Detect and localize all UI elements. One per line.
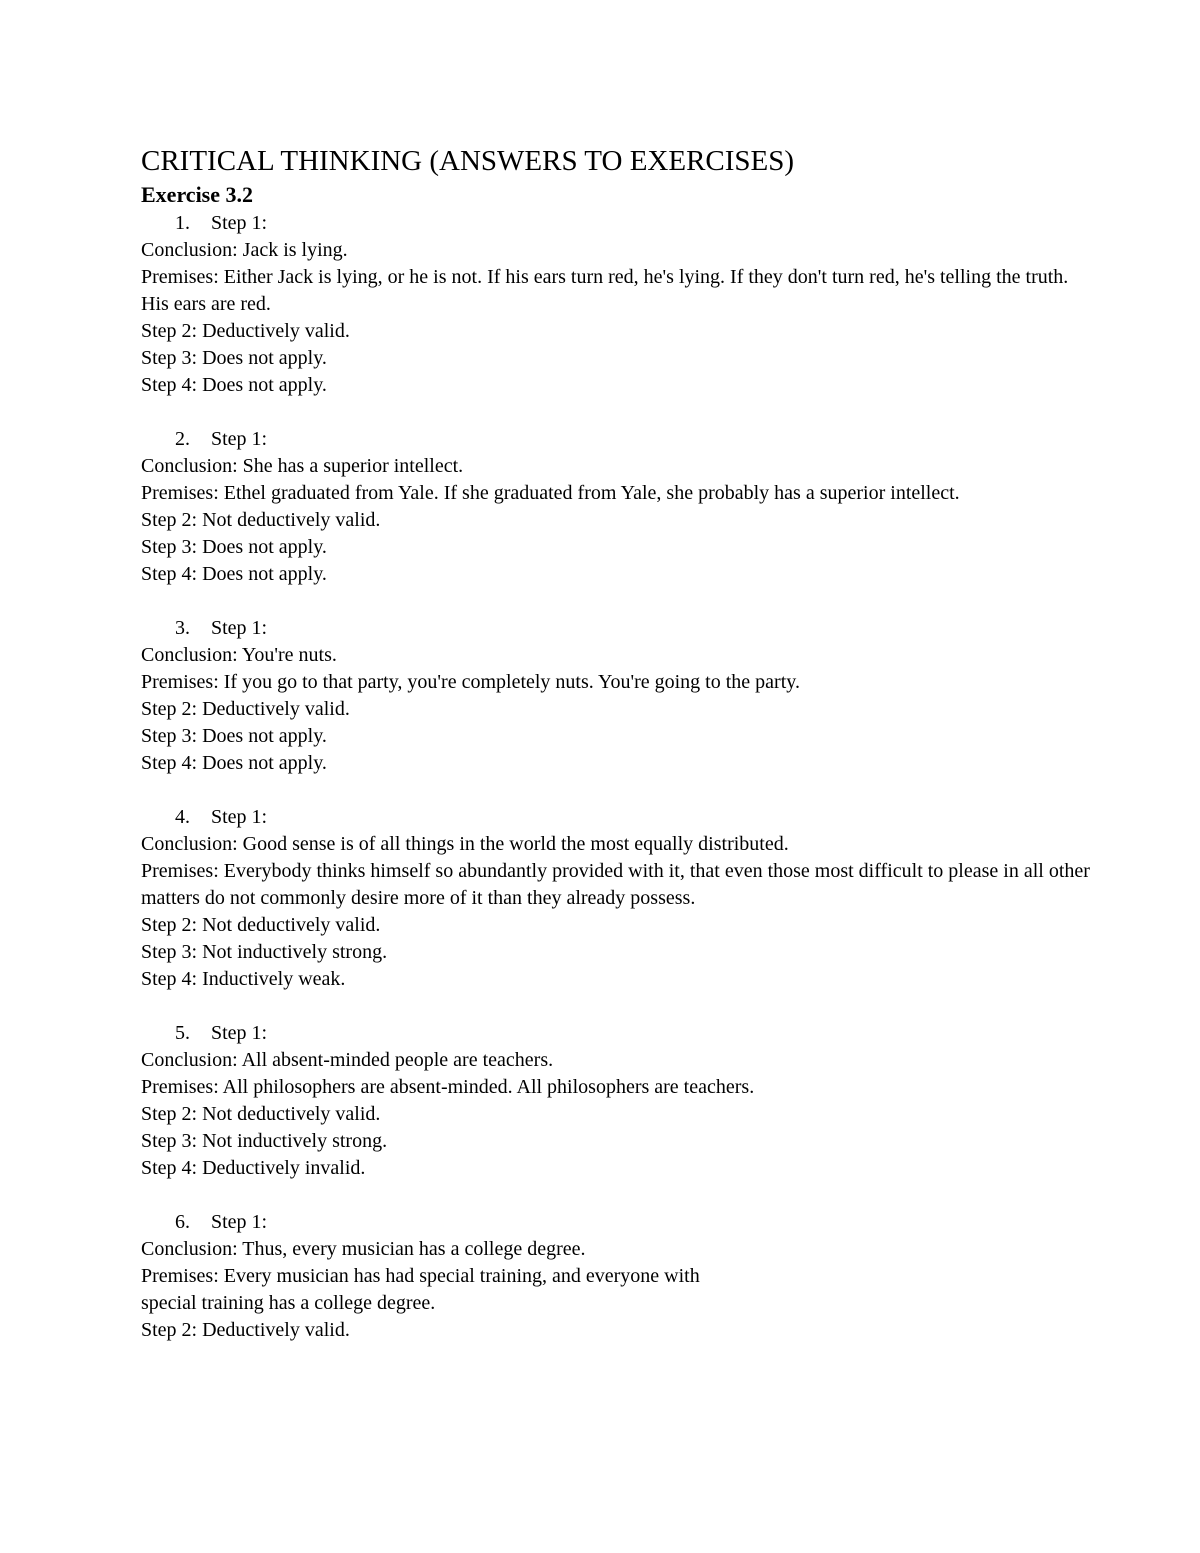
step1-line [141, 615, 1101, 642]
step1-line [141, 804, 1101, 831]
premises: Premises: Either Jack is lying, or he is not. If his ears turn red, he's lying. If they don't turn red, he's telling the truth. His ears are red. [141, 266, 1069, 315]
document-title: CRITICAL THINKING (ANSWERS TO EXERCISES) [141, 145, 795, 177]
premises: Premises: All philosophers are absent-minded. All philosophers are teachers. [141, 1076, 755, 1098]
step4: Step 4: Does not apply. [141, 752, 327, 774]
step1-label: Step 1: [211, 212, 268, 234]
conclusion: Conclusion: You're nuts. [141, 644, 337, 666]
premises-line-2: special training has a college degree. [141, 1292, 436, 1314]
answer-item-3 [141, 615, 1101, 777]
item-number: 4. [175, 806, 190, 828]
step4: Step 4: Inductively weak. [141, 968, 346, 990]
exercise-heading: Exercise 3.2 [141, 182, 254, 207]
step4: Step 4: Deductively invalid. [141, 1157, 366, 1179]
step2: Step 2: Deductively valid. [141, 1319, 350, 1341]
conclusion: Conclusion: Thus, every musician has a college degree. [141, 1238, 586, 1260]
step1-line [141, 210, 1101, 237]
answer-item-1 [141, 210, 1101, 399]
step3: Step 3: Not inductively strong. [141, 1130, 388, 1152]
item-number: 2. [175, 428, 190, 450]
step1-label: Step 1: [211, 806, 268, 828]
premises: Premises: Everybody thinks himself so abundantly provided with it, that even those most difficult to please in all other matters do not commonly desire more of it than they already possess. [141, 860, 1090, 909]
step1-line [141, 426, 1101, 453]
step3: Step 3: Does not apply. [141, 725, 327, 747]
step2: Step 2: Deductively valid. [141, 698, 350, 720]
conclusion: Conclusion: She has a superior intellect. [141, 455, 464, 477]
premises: Premises: If you go to that party, you're completely nuts. You're going to the party. [141, 671, 800, 693]
conclusion: Conclusion: Good sense is of all things in the world the most equally distributed. [141, 833, 789, 855]
premises-line-1: Premises: Every musician has had special training, and everyone with [141, 1265, 700, 1287]
answer-item-5 [141, 1020, 1101, 1182]
answer-item-4 [141, 804, 1101, 993]
item-number: 1. [175, 212, 190, 234]
conclusion: Conclusion: Jack is lying. [141, 239, 348, 261]
document-page [141, 142, 1101, 1344]
item-number: 3. [175, 617, 190, 639]
item-number: 6. [175, 1211, 190, 1233]
step3: Step 3: Does not apply. [141, 536, 327, 558]
step2: Step 2: Deductively valid. [141, 320, 350, 342]
step2: Step 2: Not deductively valid. [141, 509, 381, 531]
step2: Step 2: Not deductively valid. [141, 1103, 381, 1125]
answer-item-6 [141, 1209, 1101, 1344]
answer-item-2 [141, 426, 1101, 588]
step1-line [141, 1209, 1101, 1236]
step1-label: Step 1: [211, 1211, 268, 1233]
step3: Step 3: Not inductively strong. [141, 941, 388, 963]
conclusion: Conclusion: All absent-minded people are teachers. [141, 1049, 554, 1071]
step1-label: Step 1: [211, 428, 268, 450]
step2: Step 2: Not deductively valid. [141, 914, 381, 936]
step1-label: Step 1: [211, 617, 268, 639]
step4: Step 4: Does not apply. [141, 374, 327, 396]
step3: Step 3: Does not apply. [141, 347, 327, 369]
step1-label: Step 1: [211, 1022, 268, 1044]
step1-line [141, 1020, 1101, 1047]
step4: Step 4: Does not apply. [141, 563, 327, 585]
premises: Premises: Ethel graduated from Yale. If she graduated from Yale, she probably has a superior intellect. [141, 482, 960, 504]
item-number: 5. [175, 1022, 190, 1044]
